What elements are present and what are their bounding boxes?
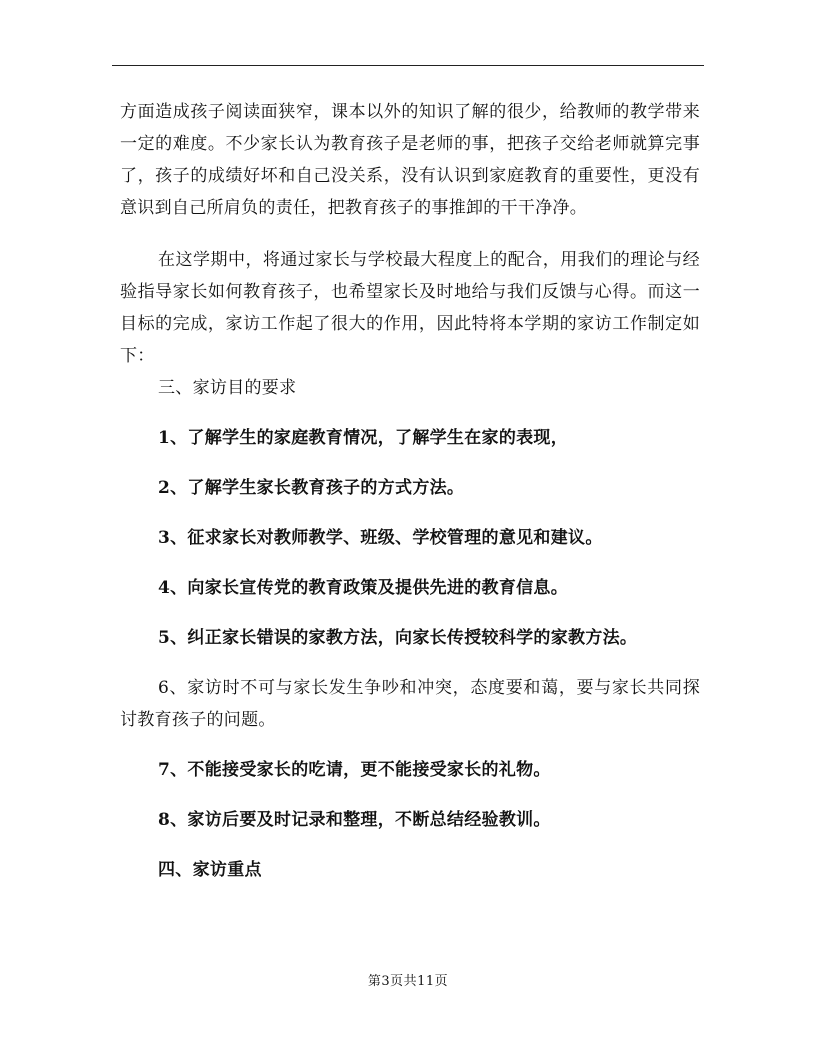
- list-item: 5、纠正家长错误的家教方法，向家长传授较科学的家教方法。: [158, 628, 638, 648]
- document-body: [120, 96, 700, 886]
- paragraph-semester-plan: 在这学期中，将通过家长与学校最大程度上的配合，用我们的理论与经验指导家长如何教育孩子，也希望家长及时地给与我们反馈与心得。而这一目标的完成，家访工作起了很大的作用，因此特将本学期的家访工作制定如下：: [120, 250, 700, 366]
- list-item: 2、了解学生家长教育孩子的方式方法。: [158, 478, 465, 498]
- list-item: 1、了解学生的家庭教育情况，了解学生在家的表现，: [158, 428, 569, 448]
- list-item: 3、征求家长对教师教学、班级、学校管理的意见和建议。: [158, 528, 603, 548]
- page-number: 第3页共11页: [367, 974, 449, 989]
- list-item: 6、家访时不可与家长发生争吵和冲突，态度要和蔼，要与家长共同探讨教育孩子的问题。: [120, 678, 700, 730]
- section-heading-visit-goals: 三、家访目的要求: [158, 378, 297, 398]
- paragraph-continued: 方面造成孩子阅读面狭窄，课本以外的知识了解的很少，给教师的教学带来一定的难度。不少家长认为教育孩子是老师的事，把孩子交给老师就算完事了，孩子的成绩好坏和自己没关系，没有认识到家庭教育的重要性，更没有意识到自己所肩负的责任，把教育孩子的事推卸的干干净净。: [120, 102, 700, 218]
- list-item: 8、家访后要及时记录和整理，不断总结经验教训。: [158, 810, 551, 830]
- list-item: 4、向家长宣传党的教育政策及提供先进的教育信息。: [158, 578, 569, 598]
- header-rule: [112, 65, 704, 66]
- list-item: 7、不能接受家长的吃请，更不能接受家长的礼物。: [158, 760, 551, 780]
- section-heading-visit-focus: 四、家访重点: [158, 860, 262, 880]
